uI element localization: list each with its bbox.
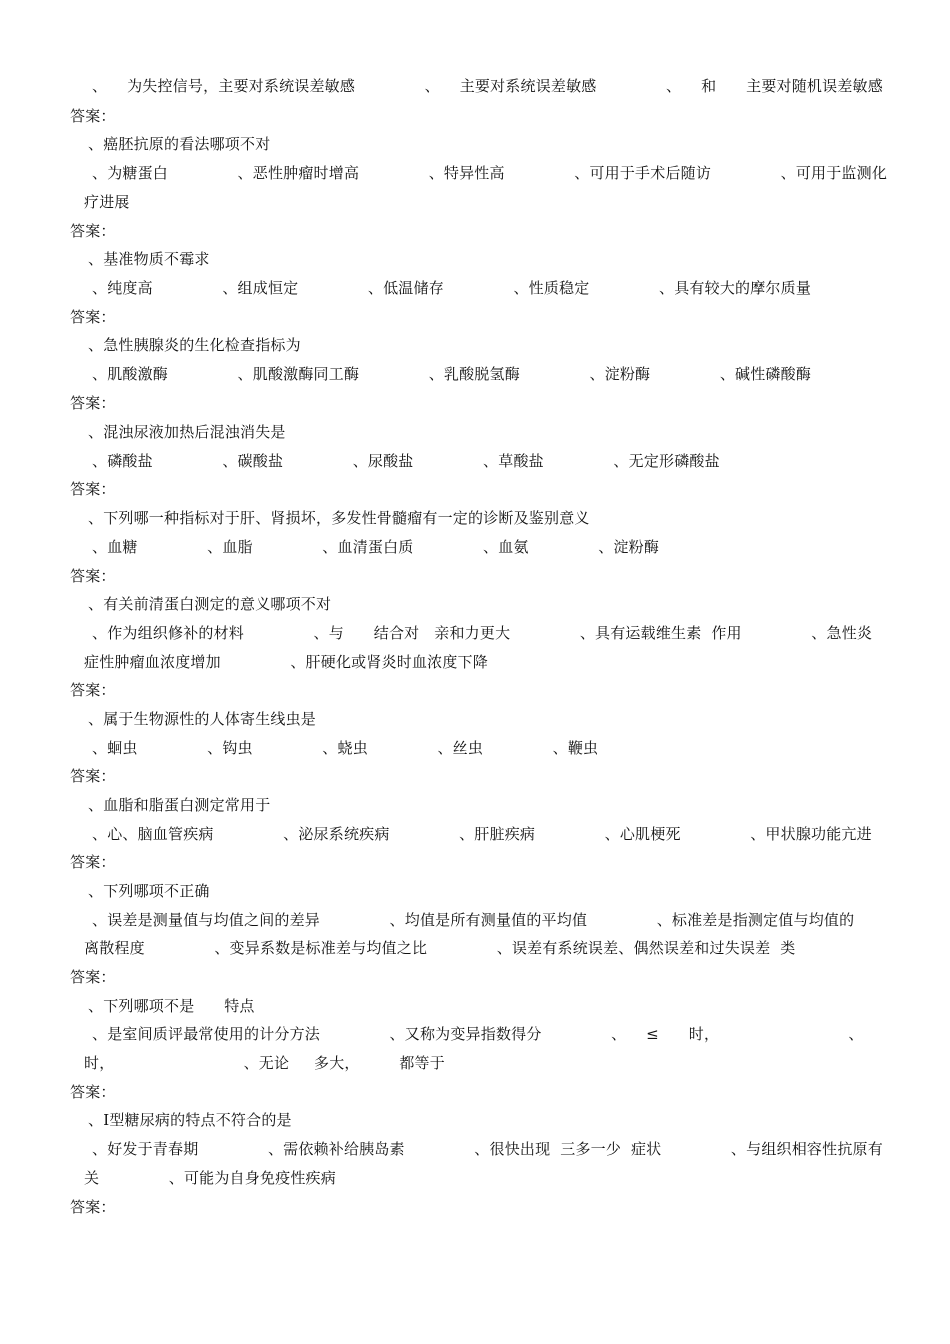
question-line: 、Ⅰ型糖尿病的特点不符合的是 (88, 1111, 292, 1129)
question-line: 、癌胚抗原的看法哪项不对 (88, 135, 271, 153)
question-line: 、下列哪项不是 特点 (88, 997, 255, 1015)
answer-label: 答案： (70, 1083, 116, 1101)
question-line: 、血脂和脂蛋白测定常用于 (88, 796, 271, 814)
answer-label: 答案： (70, 767, 116, 785)
option-line: 、纯度高 、组成恒定 、低温储存 、性质稳定 、具有较大的摩尔质量 (92, 279, 812, 297)
answer-label: 答案： (70, 968, 116, 986)
option-line: 、好发于青春期 、需依赖补给胰岛素 、很快出现 三多一少 症状 、与组织相容性抗原有 (92, 1140, 883, 1158)
option-line: 、 为失控信号，主要对系统误差敏感 、 主要对系统误差敏感 、 和 主要对随机误差敏感 (92, 77, 883, 95)
option-continuation: 症性肿瘤血浓度增加 、肝硬化或肾炎时血浓度下降 (84, 653, 488, 671)
question-line: 、属于生物源性的人体寄生线虫是 (88, 710, 317, 728)
answer-label: 答案： (70, 107, 116, 125)
question-line: 、下列哪一种指标对于肝、肾损坏，多发性骨髓瘤有一定的诊断及鉴别意义 (88, 509, 590, 527)
option-line: 、误差是测量值与均值之间的差异 、均值是所有测量值的平均值 、标准差是指测定值与均值的 (92, 911, 855, 929)
option-line: 、血糖 、血脂 、血清蛋白质 、血氨 、淀粉酶 (92, 538, 660, 556)
answer-label: 答案： (70, 394, 116, 412)
option-line: 、为糖蛋白 、恶性肿瘤时增高 、特异性高 、可用于手术后随访 、可用于监测化 (92, 164, 888, 182)
answer-label: 答案： (70, 567, 116, 585)
option-line: 、肌酸激酶 、肌酸激酶同工酶 、乳酸脱氢酶 、淀粉酶 、碱性磷酸酶 (92, 365, 812, 383)
question-line: 、有关前清蛋白测定的意义哪项不对 (88, 595, 332, 613)
option-continuation: 时， 、无论 多大， 都等于 (84, 1054, 445, 1072)
answer-label: 答案： (70, 222, 116, 240)
question-line: 、下列哪项不正确 (88, 882, 210, 900)
answer-label: 答案： (70, 308, 116, 326)
answer-label: 答案： (70, 1198, 116, 1216)
option-line: 、作为组织修补的材料 、与 结合对 亲和力更大 、具有运载维生素 作用 、急性炎 (92, 624, 873, 642)
question-line: 、基准物质不霉求 (88, 250, 210, 268)
option-continuation: 关 、可能为自身免疫性疾病 (84, 1169, 336, 1187)
option-line: 、心、脑血管疾病 、泌尿系统疾病 、肝脏疾病 、心肌梗死 、甲状腺功能亢进 (92, 825, 872, 843)
question-line: 、急性胰腺炎的生化检查指标为 (88, 336, 301, 354)
option-line: 、磷酸盐 、碳酸盐 、尿酸盐 、草酸盐 、无定形磷酸盐 (92, 452, 720, 470)
option-continuation: 疗进展 (84, 193, 130, 211)
question-line: 、混浊尿液加热后混浊消失是 (88, 423, 286, 441)
option-line: 、蛔虫 、钩虫 、蛲虫 、丝虫 、鞭虫 (92, 739, 599, 757)
answer-label: 答案： (70, 681, 116, 699)
answer-label: 答案： (70, 480, 116, 498)
option-line: 、是室间质评最常使用的计分方法 、又称为变异指数得分 、 ≤ 时， 、 (92, 1025, 864, 1043)
answer-label: 答案： (70, 853, 116, 871)
option-continuation: 离散程度 、变异系数是标准差与均值之比 、误差有系统误差、偶然误差和过失误差 类 (84, 939, 796, 957)
